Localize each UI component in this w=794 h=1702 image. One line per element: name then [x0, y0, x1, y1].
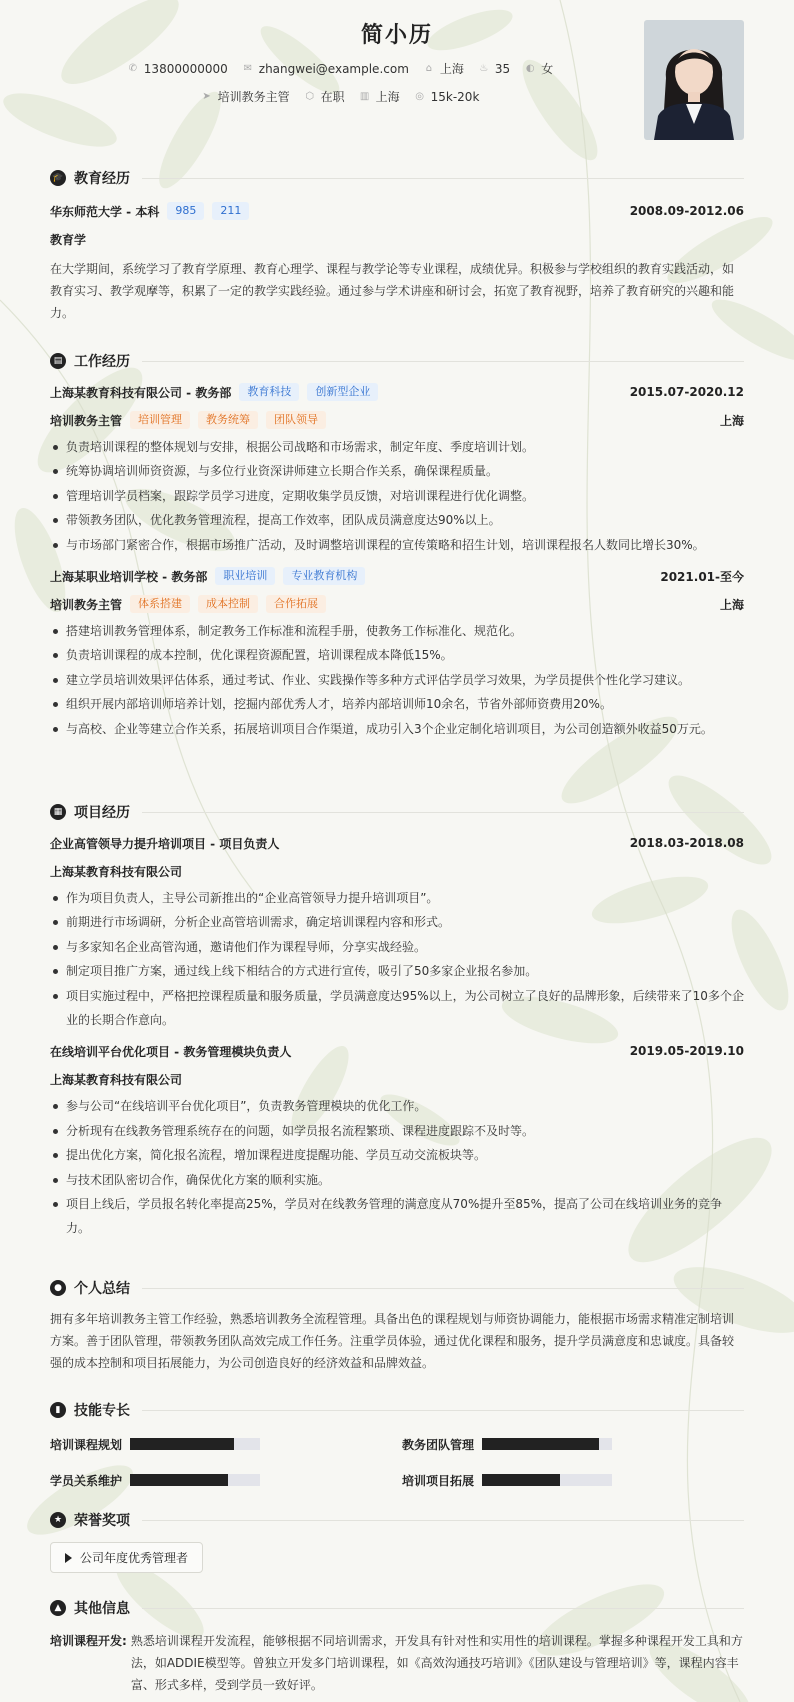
role-tag: 培训管理 — [130, 411, 190, 429]
salary-text: 15k-20k — [430, 89, 480, 104]
other-section — [50, 1596, 744, 1696]
work-section — [50, 349, 744, 741]
major-row — [50, 228, 744, 250]
detail-item: 前期进行市场调研，分析企业高管培训需求，确定培训课程内容和形式。 — [50, 910, 744, 934]
other-label: 培训课程开发: — [50, 1634, 127, 1648]
duty-item: 带领教务团队，优化教务管理流程，提高工作效率，团队成员满意度达90%以上。 — [50, 508, 744, 532]
job-duties — [50, 619, 744, 741]
duty-item: 负责培训课程的成本控制，优化课程资源配置，培训课程成本降低15%。 — [50, 643, 744, 667]
send-icon: ➤ — [202, 90, 211, 102]
projects-title: 项目经历 — [74, 805, 130, 821]
skill-name: 培训课程规划 — [50, 1437, 123, 1452]
job-date: 2015.07-2020.12 — [629, 385, 744, 399]
detail-item: 与多家知名企业高管沟通，邀请他们作为课程导师，分享实战经验。 — [50, 935, 744, 959]
school-name: 华东师范大学 - 本科 — [50, 204, 160, 219]
city-text: 上海 — [375, 90, 400, 104]
work-header — [50, 349, 744, 373]
project-company-row — [50, 860, 744, 882]
summary-header — [50, 1276, 744, 1300]
skill-item — [50, 1434, 402, 1454]
education-date: 2008.09-2012.06 — [629, 204, 744, 218]
job-date: 2021.01-至今 — [660, 569, 744, 584]
divider — [142, 361, 744, 362]
skills-section — [50, 1398, 744, 1490]
age-text: 35 — [494, 61, 511, 76]
gender-icon: ◐ — [525, 62, 535, 74]
job-intent-row — [120, 88, 560, 105]
school-tag: 985 — [167, 202, 204, 220]
detail-item: 项目上线后，学员报名转化率提高25%，学员对在线教务管理的满意度从70%提升至85%，提高了公司在线培训业务的竞争力。 — [50, 1192, 744, 1241]
job-role: 培训教务主管 — [50, 597, 123, 612]
duty-item: 管理培训学员档案，跟踪学员学习进度，定期收集学员反馈，对培训课程进行优化调整。 — [50, 484, 744, 508]
phone-icon: ✆ — [128, 62, 137, 74]
company-tag: 创新型企业 — [307, 383, 378, 401]
education-title: 教育经历 — [74, 171, 130, 187]
skill-bar-fill — [130, 1474, 228, 1486]
skill-bar — [130, 1438, 260, 1450]
company-tag: 教育科技 — [239, 383, 299, 401]
company-tag: 职业培训 — [215, 567, 275, 585]
mail-icon: ✉ — [243, 62, 252, 74]
duty-item: 统筹协调培训师资资源，与多位行业资深讲师建立长期合作关系，确保课程质量。 — [50, 459, 744, 483]
job-duties — [50, 435, 744, 557]
play-icon — [65, 1553, 72, 1563]
awards-list — [50, 1542, 744, 1573]
company-tag: 专业教育机构 — [283, 567, 365, 585]
divider — [142, 1520, 744, 1521]
position-item — [201, 88, 290, 105]
duty-item: 搭建培训教务管理体系，制定教务工作标准和流程手册，使教务工作标准化、规范化。 — [50, 619, 744, 643]
skill-bar — [130, 1474, 260, 1486]
status-icon: ⬡ — [305, 90, 314, 102]
project-date: 2019.05-2019.10 — [629, 1044, 744, 1059]
divider — [142, 1608, 744, 1609]
job-entry — [50, 381, 744, 557]
medal-icon: ★ — [50, 1512, 66, 1528]
role-tag: 团队领导 — [266, 411, 326, 429]
job-company-row — [50, 565, 744, 587]
divider — [142, 1288, 744, 1289]
contact-row — [120, 60, 560, 77]
building-icon: ▥ — [359, 90, 370, 102]
detail-item: 提出优化方案，简化报名流程，增加课程进度提醒功能、学员互动交流板块等。 — [50, 1143, 744, 1167]
education-row — [50, 200, 744, 222]
role-tag: 合作拓展 — [266, 595, 326, 613]
education-description: 在大学期间，系统学习了教育学原理、教育心理学、课程与教学论等专业课程，成绩优异。积极参与学校组织的教育实践活动，如教育实习、教学观摩等，积累了一定的教学实践经验。通过参与学术讲座和研讨会，拓宽了教育视野，培养了教育研究的兴趣和能力。 — [50, 262, 735, 320]
phone-text: 13800000000 — [143, 61, 228, 76]
triangle-icon: ▲ — [50, 1600, 66, 1616]
project-company-row — [50, 1068, 744, 1090]
summary-section — [50, 1276, 744, 1374]
other-text: 熟悉培训课程开发流程，能够根据不同培训需求，开发具有针对性和实用性的培训课程。掌握多种课程开发工具和方法，如ADDIE模型等。曾独立开发多门培训课程，如《高效沟通技巧培训》《团队建设与管理培训》等，课程内容丰富、形式多样，受到学员一致好评。 — [130, 1634, 743, 1692]
profile-photo — [644, 20, 744, 140]
skill-bar — [482, 1438, 612, 1450]
detail-item: 制定项目推广方案，通过线上线下相结合的方式进行宣传，吸引了50多家企业报名参加。 — [50, 959, 744, 983]
job-company: 上海某教育科技有限公司 - 教务部 — [50, 385, 232, 400]
divider — [142, 812, 744, 813]
location-item — [423, 60, 464, 77]
education-section — [50, 166, 744, 324]
skills-grid — [50, 1434, 744, 1490]
skill-item — [402, 1434, 744, 1454]
skills-title: 技能专长 — [74, 1403, 130, 1419]
position-text: 培训教务主管 — [217, 90, 290, 104]
chart-icon: ▮ — [50, 1402, 66, 1418]
role-tag: 教务统筹 — [198, 411, 258, 429]
gender-text: 女 — [541, 62, 554, 76]
phone-item — [127, 60, 228, 77]
portrait-image — [644, 20, 744, 140]
work-title: 工作经历 — [74, 354, 130, 370]
city-item — [359, 88, 400, 105]
award-name: 公司年度优秀管理者 — [80, 1551, 189, 1565]
projects-header — [50, 800, 744, 824]
duty-item: 组织开展内部培训师培养计划，挖掘内部优秀人才，培养内部培训师10余名，节省外部师资费用20%。 — [50, 692, 744, 716]
email-item — [242, 60, 409, 77]
duty-item: 负责培训课程的整体规划与安排，根据公司战略和市场需求，制定年度、季度培训计划。 — [50, 435, 744, 459]
duty-item: 与高校、企业等建立合作关系，拓展培训项目合作渠道，成功引入3个企业定制化培训项目，为公司创造额外收益50万元。 — [50, 717, 744, 741]
job-company: 上海某职业培训学校 - 教务部 — [50, 569, 208, 584]
briefcase-icon: ▤ — [50, 353, 66, 369]
other-item — [50, 1630, 744, 1696]
projects-section — [50, 800, 744, 1241]
divider — [142, 178, 744, 179]
awards-title: 荣誉奖项 — [74, 1513, 130, 1529]
job-company-row — [50, 381, 744, 403]
job-city: 上海 — [719, 597, 744, 612]
job-entry — [50, 565, 744, 741]
salary-item — [414, 88, 480, 105]
school-tag: 211 — [212, 202, 249, 220]
role-tag: 体系搭建 — [130, 595, 190, 613]
project-name: 企业高管领导力提升培训项目 - 项目负责人 — [50, 836, 280, 851]
detail-item: 项目实施过程中，严格把控课程质量和服务质量，学员满意度达95%以上，为公司树立了良好的品牌形象，后续带来了10多个企业的长期合作意向。 — [50, 984, 744, 1033]
skills-header — [50, 1398, 744, 1422]
detail-item: 参与公司“在线培训平台优化项目”，负责教务管理模块的优化工作。 — [50, 1094, 744, 1118]
other-header — [50, 1596, 744, 1620]
home-icon: ⌂ — [425, 62, 433, 74]
project-date: 2018.03-2018.08 — [629, 836, 744, 850]
skill-name: 培训项目拓展 — [402, 1473, 475, 1488]
skill-bar — [482, 1474, 612, 1486]
location-text: 上海 — [439, 62, 464, 76]
job-role-row — [50, 409, 744, 431]
awards-section — [50, 1508, 744, 1573]
awards-header — [50, 1508, 744, 1532]
project-details — [50, 1094, 744, 1240]
other-title: 其他信息 — [74, 1601, 130, 1617]
project-entry — [50, 832, 744, 1032]
role-tag: 成本控制 — [198, 595, 258, 613]
skill-item — [402, 1470, 744, 1490]
education-header — [50, 166, 744, 190]
duty-item: 建立学员培训效果评估体系，通过考试、作业、实践操作等多种方式评估学员学习效果，为学员提供个性化学习建议。 — [50, 668, 744, 692]
detail-item: 作为项目负责人，主导公司新推出的“企业高管领导力提升培训项目”。 — [50, 886, 744, 910]
person-icon: ● — [50, 1280, 66, 1296]
divider — [142, 1410, 744, 1411]
skill-bar-fill — [482, 1474, 560, 1486]
money-icon: ◎ — [415, 90, 424, 102]
skill-name: 教务团队管理 — [402, 1437, 475, 1452]
skill-bar-fill — [130, 1438, 234, 1450]
skill-bar-fill — [482, 1438, 599, 1450]
project-company: 上海某教育科技有限公司 — [50, 1072, 183, 1087]
detail-item: 与技术团队密切合作，确保优化方案的顺利实施。 — [50, 1168, 744, 1192]
summary-title: 个人总结 — [74, 1281, 130, 1297]
job-role-row — [50, 593, 744, 615]
duty-item: 与市场部门紧密合作，根据市场推广活动，及时调整培训课程的宣传策略和招生计划，培训课程报名人数同比增长30%。 — [50, 533, 744, 557]
status-item — [304, 88, 345, 105]
age-item — [478, 60, 510, 77]
project-entry — [50, 1040, 744, 1240]
project-name-row — [50, 832, 744, 854]
skill-name: 学员关系维护 — [50, 1473, 123, 1488]
gender-item — [524, 60, 553, 77]
award-item — [50, 1542, 203, 1573]
detail-item: 分析现有在线教务管理系统存在的问题，如学员报名流程繁琐、课程进度跟踪不及时等。 — [50, 1119, 744, 1143]
email-text: zhangwei@example.com — [258, 61, 409, 76]
project-details — [50, 886, 744, 1032]
project-company: 上海某教育科技有限公司 — [50, 864, 183, 879]
project-name-row — [50, 1040, 744, 1062]
cake-icon: ♨ — [479, 62, 489, 74]
candidate-name: 简小历 — [360, 23, 433, 48]
job-role: 培训教务主管 — [50, 413, 123, 428]
status-text: 在职 — [320, 90, 345, 104]
project-name: 在线培训平台优化项目 - 教务管理模块负责人 — [50, 1044, 292, 1059]
grid-icon: ▦ — [50, 804, 66, 820]
job-city: 上海 — [719, 413, 744, 428]
skill-item — [50, 1470, 402, 1490]
major-name: 教育学 — [50, 232, 87, 247]
graduation-cap-icon: 🎓 — [50, 170, 66, 186]
summary-text: 拥有多年培训教务主管工作经验，熟悉培训教务全流程管理。具备出色的课程规划与师资协调能力，能根据市场需求精准定制培训方案。善于团队管理，带领教务团队高效完成工作任务。注重学员体验，通过优化课程和服务，提升学员满意度和忠诚度。具备较强的成本控制和项目拓展能力，为公司创造良好的经济效益和品牌效益。 — [50, 1312, 735, 1370]
